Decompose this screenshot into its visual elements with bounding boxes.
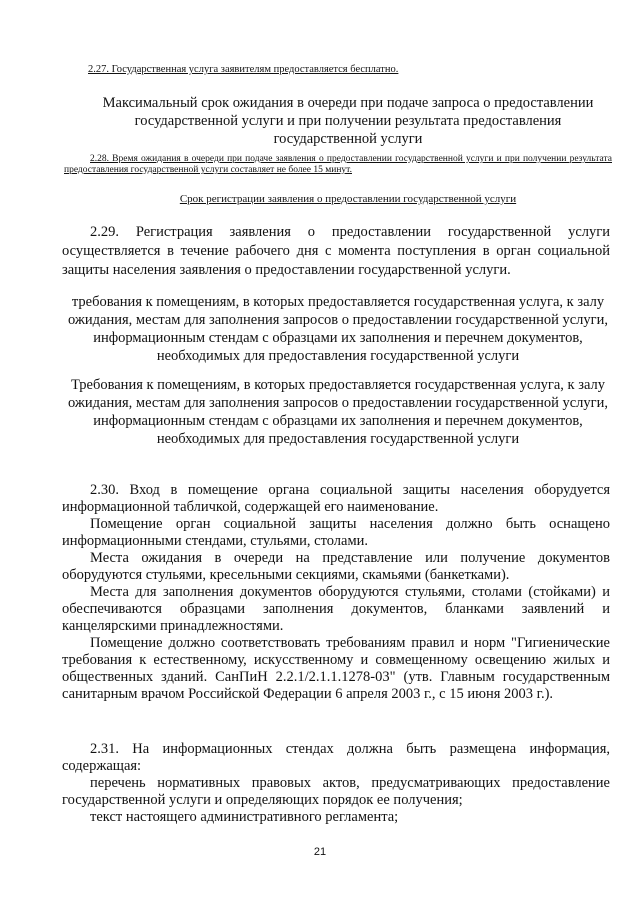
paragraph-2-30-filling: Места для заполнения документов оборудуются стульями, столами (стойками) и обеспечиваются образцами заполнения документов, бланками заявлений и канцелярскими принадлежностями. xyxy=(62,584,610,634)
paragraph-2-30-equipment: Помещение орган социальной защиты населения должно быть оснащено информационными стендами, стульями, столами. xyxy=(62,516,610,549)
paragraph-2-31-legal-acts: перечень нормативных правовых актов, предусматривающих предоставление государственной услуги и определяющих порядок ее получения; xyxy=(62,775,610,808)
heading-registration-term: Срок регистрации заявления о предоставлении государственной услуги xyxy=(179,193,517,205)
page-number: 21 xyxy=(313,846,327,858)
heading-premises: Требования к помещениям, в которых предоставляется государственная услуга, к залу ожидания, местам для заполнения запросов о предоставлении государственной услуги, информационным стендам с образцами их заполнения и перечнем документов, необходимых для предоставления государственной услуги xyxy=(68,377,608,447)
paragraph-2-30-waiting: Места ожидания в очереди на представление или получение документов оборудуются стульями, кресельными секциями, скамьями (банкетками). xyxy=(62,550,610,583)
paragraph-2-29: 2.29. Регистрация заявления о предоставлении государственной услуги осуществляется в течение рабочего дня с момента поступления в орган социальной защиты населения заявления о предоставлении государственной услуги. xyxy=(62,224,610,278)
paragraph-2-30-entrance: 2.30. Вход в помещение органа социальной защиты населения оборудуется информационной табличкой, содержащей его наименование. xyxy=(62,482,610,515)
paragraph-2-30-sanpin: Помещение должно соответствовать требованиям правил и норм "Гигиенические требования к естественному, искусственному и совмещенному освещению жилых и общественных зданий. СанПиН 2.2.1/2.1.1.1278-03" (утв. Главным государственным санитарным врачом Российской Федерации 6 апреля 2003 г., с 15 июня 2003 г.). xyxy=(62,635,610,702)
paragraph-2-27: 2.27. Государственная услуга заявителям предоставляется бесплатно. xyxy=(88,64,399,75)
paragraph-2-28: 2.28. Время ожидания в очереди при подаче заявления о предоставлении государственной услуги и при получении результата предоставления государственной услуги составляет не более 15 минут. xyxy=(64,154,612,175)
heading-premises-lowercase: требования к помещениям, в которых предоставляется государственная услуга, к залу ожидания, местам для заполнения запросов о предоставлении государственной услуги, информационным стендам с образцами их заполнения и перечнем документов, необходимых для предоставления государственной услуги xyxy=(68,294,608,364)
paragraph-2-31-intro: 2.31. На информационных стендах должна быть размещена информация, содержащая: xyxy=(62,741,610,774)
heading-max-wait-time: Максимальный срок ожидания в очереди при подаче запроса о предоставлении государственной услуги и при получении результата предоставления государственной услуги xyxy=(102,95,594,147)
paragraph-2-31-regulation-text: текст настоящего административного регламента; xyxy=(90,809,399,825)
